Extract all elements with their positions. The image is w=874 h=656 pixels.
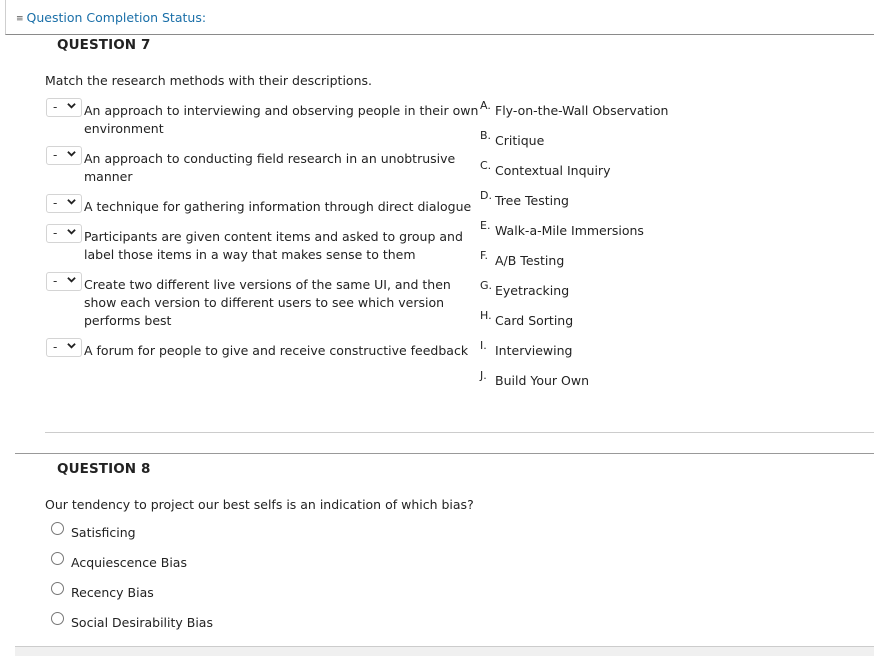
answer-choice: Eyetracking	[495, 283, 570, 298]
match-select-4[interactable]	[46, 224, 82, 243]
radio-label: Social Desirability Bias	[71, 615, 213, 630]
match-select-5[interactable]	[46, 272, 82, 291]
next-question-container-edge	[15, 646, 874, 656]
question-completion-status-toggle[interactable]	[16, 10, 206, 25]
answer-letter: C.	[480, 159, 492, 172]
answer-letter: A.	[480, 99, 491, 112]
match-select-3[interactable]	[46, 194, 82, 213]
question-7-divider	[45, 432, 874, 433]
answer-choice: Build Your Own	[495, 373, 589, 388]
match-description-6: A forum for people to give and receive constructive feedback	[84, 343, 469, 358]
chevron-down-icon	[67, 149, 76, 158]
answer-letter: B.	[480, 129, 492, 142]
select-value: -	[53, 274, 58, 288]
chevron-down-icon	[67, 101, 76, 110]
chevron-down-icon	[67, 275, 76, 284]
answer-letter: E.	[480, 219, 491, 232]
radio-recency-bias[interactable]	[51, 582, 64, 595]
chevron-down-icon	[67, 227, 76, 236]
match-description-4: Participants are given content items and asked to group and label those items in a way that makes sense to them	[84, 229, 463, 262]
answer-choice: Card Sorting	[495, 313, 574, 328]
chevron-down-icon	[67, 197, 76, 206]
chevron-down-icon	[67, 341, 76, 350]
answer-choice: Walk-a-Mile Immersions	[495, 223, 644, 238]
match-select-1[interactable]	[46, 98, 82, 117]
radio-label: Recency Bias	[71, 585, 154, 600]
answer-letter: D.	[480, 189, 492, 202]
question-8-prompt: Our tendency to project our best selfs is an indication of which bias?	[45, 497, 474, 512]
match-description-5: Create two different live versions of the same UI, and then show each version to different users to see which version performs best	[84, 277, 451, 328]
question-completion-status-label: Question Completion Status:	[26, 10, 207, 25]
radio-label: Satisficing	[71, 525, 136, 540]
match-select-6[interactable]	[46, 338, 82, 357]
answer-letter: G.	[480, 279, 493, 292]
match-description-2: An approach to conducting field research in an unobtrusive manner	[84, 151, 456, 184]
radio-social-desirability-bias[interactable]	[51, 612, 64, 625]
radio-acquiescence-bias[interactable]	[51, 552, 64, 565]
answer-letter: I.	[480, 339, 487, 352]
match-description-3: A technique for gathering information through direct dialogue	[84, 199, 472, 214]
answer-choice: Critique	[495, 133, 545, 148]
select-value: -	[53, 340, 58, 354]
select-value: -	[53, 148, 58, 162]
answer-letter: J.	[480, 369, 487, 382]
match-description-1: An approach to interviewing and observing people in their own environment	[84, 103, 479, 136]
radio-satisficing[interactable]	[51, 522, 64, 535]
question-7-title: QUESTION 7	[57, 37, 151, 53]
select-value: -	[53, 196, 58, 210]
select-value: -	[53, 100, 58, 114]
answer-choice: Tree Testing	[495, 193, 569, 208]
answer-choice: Interviewing	[495, 343, 573, 358]
answer-choice: Fly-on-the-Wall Observation	[495, 103, 669, 118]
answer-choice: A/B Testing	[495, 253, 565, 268]
question-7-prompt: Match the research methods with their descriptions.	[45, 73, 372, 88]
question-separator	[15, 453, 874, 454]
answer-choice: Contextual Inquiry	[495, 163, 611, 178]
question-8-title: QUESTION 8	[57, 461, 151, 477]
question-completion-status-bar	[5, 0, 874, 35]
match-select-2[interactable]	[46, 146, 82, 165]
double-chevron-down-icon: ≡	[16, 14, 24, 24]
select-value: -	[53, 226, 58, 240]
radio-label: Acquiescence Bias	[71, 555, 187, 570]
answer-letter: H.	[480, 309, 492, 322]
answer-letter: F.	[480, 249, 489, 262]
